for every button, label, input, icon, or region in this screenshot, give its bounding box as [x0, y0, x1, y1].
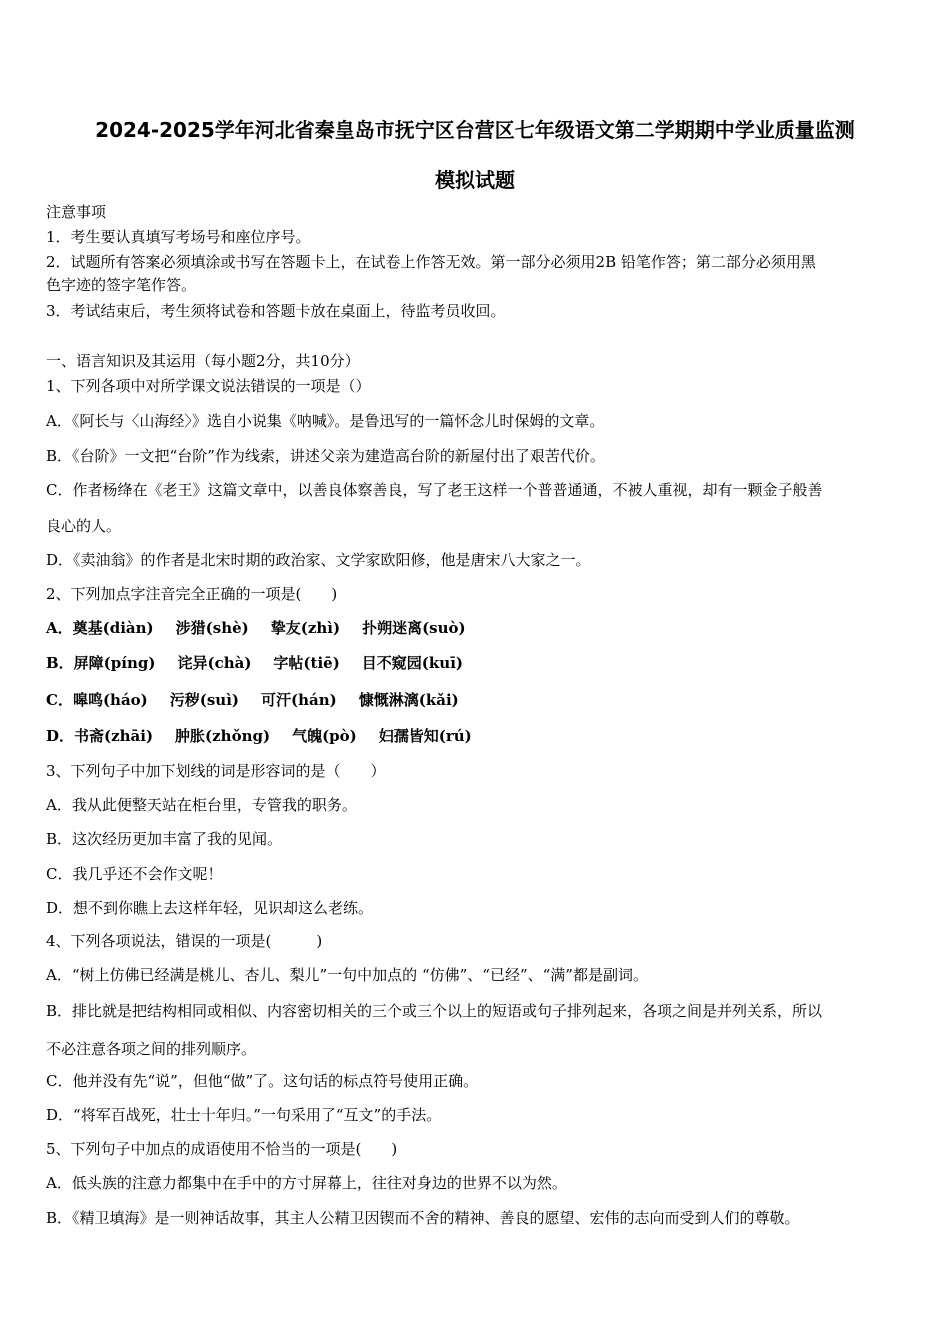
q1-option-a: A．《阿长与〈山海经〉》选自小说集《呐喊》。是鲁迅写的一篇怀念儿时保姆的文章。 — [46, 412, 605, 430]
q2-c-item-1: C．嗥鸣(háo) — [46, 691, 148, 709]
page-title: 2024-2025学年河北省秦皇岛市抚宁区台营区七年级语文第二学期期中学业质量监测 — [95, 118, 855, 142]
q2-a-item-4: 扑朔迷离(suò) — [362, 619, 466, 637]
notice-heading: 注意事项 — [46, 203, 107, 221]
q4-stem: 4、下列各项说法，错误的一项是( ) — [46, 932, 323, 950]
q2-option-c — [46, 690, 908, 710]
q1-option-d: D．《卖油翁》的作者是北宋时期的政治家、文学家欧阳修，他是唐宋八大家之一。 — [46, 551, 591, 569]
section-heading: 一、语言知识及其运用（每小题2分，共10分） — [46, 352, 360, 370]
q2-b-item-4: 目不窥园(kuī) — [361, 654, 463, 672]
q2-stem: 2、下列加点字注音完全正确的一项是( ) — [46, 585, 338, 603]
q2-d-item-4: 妇孺皆知(rú) — [378, 727, 472, 745]
q5-option-a: A．低头族的注意力都集中在手中的方寸屏幕上，往往对身边的世界不以为然。 — [46, 1174, 567, 1192]
q5-option-b: B．《精卫填海》是一则神话故事，其主人公精卫因锲而不舍的精神、善良的愿望、宏伟的志向而受到人们的尊敬。 — [46, 1209, 800, 1227]
q2-option-d — [46, 726, 908, 746]
notice-item-3: 3．考试结束后，考生须将试卷和答题卡放在桌面上，待监考员收回。 — [46, 302, 506, 320]
q2-option-a — [46, 618, 908, 638]
q2-c-item-3: 可汗(hán) — [261, 691, 337, 709]
q3-option-d: D．想不到你瞧上去这样年轻，见识却这么老练。 — [46, 899, 374, 917]
q3-option-c: C．我几乎还不会作文呢！ — [46, 865, 223, 883]
q2-option-b — [46, 653, 908, 673]
q4-option-b: B．排比就是把结构相同或相似、内容密切相关的三个或三个以上的短语或句子排列起来，各项之间是并列关系，所以 — [46, 1002, 823, 1020]
q5-stem: 5、下列句子中加点的成语使用不恰当的一项是( ) — [46, 1140, 398, 1158]
notice-item-2: 2．试题所有答案必须填涂或书写在答题卡上，在试卷上作答无效。第一部分必须用2B 铅笔作答；第二部分必须用黑 — [46, 253, 816, 271]
q3-option-a: A．我从此便整天站在柜台里，专管我的职务。 — [46, 796, 357, 814]
q4-option-a: A．“树上仿佛已经满是桃儿、杏儿、梨儿”一句中加点的 “仿佛”、“已经”、“满”都是副词。 — [46, 966, 648, 984]
q2-b-item-1: B．屏障(píng) — [46, 654, 156, 672]
q2-d-item-1: D．书斋(zhāi) — [46, 727, 154, 745]
page-subtitle: 模拟试题 — [435, 168, 515, 192]
q2-c-item-2: 污秽(suì) — [169, 691, 240, 709]
q2-b-item-3: 字帖(tiē) — [273, 654, 340, 672]
q3-stem: 3、下列句子中加下划线的词是形容词的是（ ） — [46, 762, 386, 780]
notice-item-2-cont: 色字迹的签字笔作答。 — [46, 276, 197, 294]
q3-option-b: B．这次经历更加丰富了我的见闻。 — [46, 830, 283, 848]
q1-option-c: C．作者杨绛在《老王》这篇文章中，以善良体察善良，写了老王这样一个普普通通，不被人重视，却有一颗金子般善 — [46, 481, 823, 499]
q4-option-d: D．“将军百战死，壮士十年归。”一句采用了“互文”的手法。 — [46, 1106, 442, 1124]
q1-option-c-cont: 良心的人。 — [46, 517, 122, 535]
q2-a-item-2: 涉猎(shè) — [175, 619, 249, 637]
q2-a-item-3: 挚友(zhì) — [270, 619, 341, 637]
q2-d-item-2: 肿胀(zhǒng) — [175, 727, 271, 745]
q4-option-b-cont: 不必注意各项之间的排列顺序。 — [46, 1040, 257, 1058]
q2-c-item-4: 慷慨淋漓(kǎi) — [358, 691, 459, 709]
q1-stem: 1、下列各项中对所学课文说法错误的一项是（） — [46, 377, 371, 395]
notice-item-1: 1．考生要认真填写考场号和座位序号。 — [46, 228, 311, 246]
q2-d-item-3: 气魄(pò) — [292, 727, 357, 745]
q4-option-c: C．他并没有先“说”，但他“做”了。这句话的标点符号使用正确。 — [46, 1072, 479, 1090]
q2-a-item-1: A．奠基(diàn) — [46, 619, 154, 637]
q2-b-item-2: 诧异(chà) — [177, 654, 252, 672]
q1-option-b: B．《台阶》一文把“台阶”作为线索，讲述父亲为建造高台阶的新屋付出了艰苦代价。 — [46, 447, 605, 465]
